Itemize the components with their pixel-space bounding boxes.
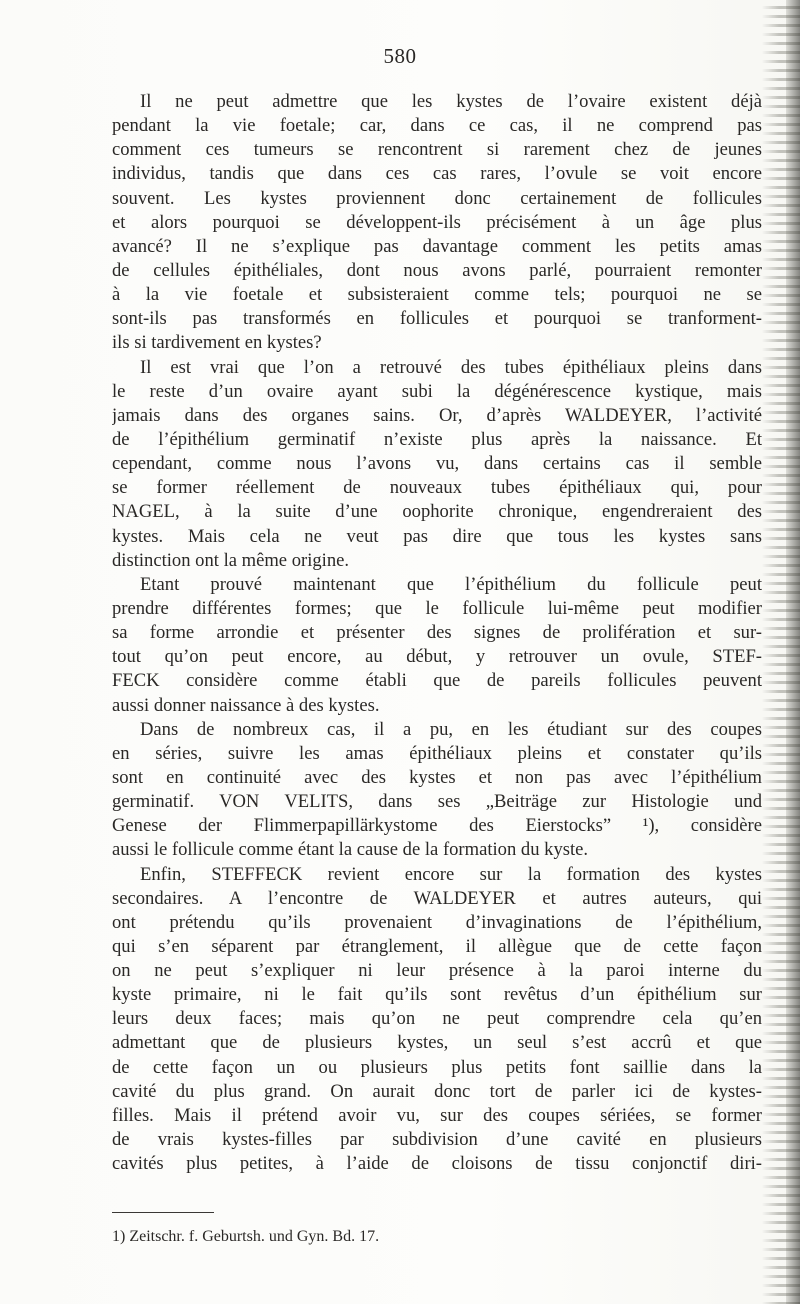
text-line: sont en continuité avec des kystes et non pas avec l’épithélium bbox=[112, 766, 762, 788]
text-line: sont-ils pas transformés en follicules et pourquoi se tranforment- bbox=[112, 308, 762, 330]
text-line: le reste d’un ovaire ayant subi la dégénérescence kystique, mais bbox=[112, 380, 762, 402]
footnote-rule bbox=[112, 1212, 214, 1213]
body-text bbox=[112, 90, 762, 1176]
text-line: distinction ont la même origine. bbox=[112, 549, 350, 571]
text-line: filles. Mais il prétend avoir vu, sur des coupes sériées, se former bbox=[112, 1104, 762, 1126]
text-line: admettant que de plusieurs kystes, un seul s’est accrû et que bbox=[112, 1032, 762, 1054]
text-line: tout qu’on peut encore, au début, y retrouver un ovule, STEF- bbox=[112, 646, 762, 668]
text-line: secondaires. A l’encontre de WALDEYER et autres auteurs, qui bbox=[112, 887, 762, 909]
text-line: kyste primaire, ni le fait qu’ils sont revêtus d’un épithélium sur bbox=[112, 984, 762, 1006]
text-line: individus, tandis que dans ces cas rares, l’ovule se voit encore bbox=[112, 163, 762, 185]
text-line: de l’épithélium germinatif n’existe plus après la naissance. Et bbox=[112, 428, 762, 450]
text-line: en séries, suivre les amas épithéliaux pleins et constater qu’ils bbox=[112, 742, 762, 764]
text-line: jamais dans des organes sains. Or, d’après WALDEYER, l’activité bbox=[112, 404, 762, 426]
page-edge-binding bbox=[786, 0, 800, 1304]
text-line: leurs deux faces; mais qu’on ne peut comprendre cela qu’en bbox=[112, 1008, 762, 1030]
text-line: aussi donner naissance à des kystes. bbox=[112, 694, 380, 716]
text-line: Enfin, STEFFECK revient encore sur la formation des kystes bbox=[140, 863, 762, 885]
text-line: de cellules épithéliales, dont nous avons parlé, pourraient remonter bbox=[112, 259, 762, 281]
text-line: cependant, comme nous l’avons vu, dans certains cas il semble bbox=[112, 453, 762, 475]
text-line: avancé? Il ne s’explique pas davantage comment les petits amas bbox=[112, 235, 762, 257]
text-line: FECK considère comme établi que de pareils follicules peuvent bbox=[112, 670, 762, 692]
text-line: ils si tardivement en kystes? bbox=[112, 332, 322, 354]
text-line: aussi le follicule comme étant la cause de la formation du kyste. bbox=[112, 839, 589, 861]
text-line: sa forme arrondie et présenter des signes de prolifération et sur- bbox=[112, 622, 762, 644]
text-line: on ne peut s’expliquer ni leur présence à la paroi interne du bbox=[112, 960, 762, 982]
text-line: ont prétendu qu’ils provenaient d’invaginations de l’épithélium, bbox=[112, 911, 762, 933]
text-line: Dans de nombreux cas, il a pu, en les étudiant sur des coupes bbox=[140, 718, 762, 740]
text-line: prendre différentes formes; que le follicule lui-même peut modifier bbox=[112, 597, 762, 619]
text-line: se former réellement de nouveaux tubes épithéliaux qui, pour bbox=[112, 477, 762, 499]
text-line: cavités plus petites, à l’aide de cloisons de tissu conjonctif diri- bbox=[112, 1153, 762, 1175]
text-line: comment ces tumeurs se rencontrent si rarement chez de jeunes bbox=[112, 139, 762, 161]
text-line: germinatif. VON VELITS, dans ses „Beiträge zur Histologie und bbox=[112, 791, 762, 813]
text-line: de cette façon un ou plusieurs plus petits font saillie dans la bbox=[112, 1056, 762, 1078]
text-line: Genese der Flimmerpapillärkystome des Eierstocks” ¹), considère bbox=[112, 815, 762, 837]
text-line: cavité du plus grand. On aurait donc tort de parler ici de kystes- bbox=[112, 1080, 762, 1102]
text-line: NAGEL, à la suite d’une oophorite chronique, engendreraient des bbox=[112, 501, 762, 523]
text-line: Il ne peut admettre que les kystes de l’ovaire existent déjà bbox=[140, 91, 762, 112]
text-line: à la vie foetale et subsisteraient comme tels; pourquoi ne se bbox=[112, 284, 762, 306]
text-line: pendant la vie foetale; car, dans ce cas, il ne comprend pas bbox=[112, 115, 762, 137]
footnote: 1) Zeitschr. f. Geburtsh. und Gyn. Bd. 17. bbox=[112, 1228, 380, 1245]
text-line: qui s’en séparent par étranglement, il allègue que de cette façon bbox=[112, 935, 762, 957]
text-line: kystes. Mais cela ne veut pas dire que tous les kystes sans bbox=[112, 525, 762, 547]
text-line: et alors pourquoi se développent-ils précisément à un âge plus bbox=[112, 211, 762, 233]
text-line: souvent. Les kystes proviennent donc certainement de follicules bbox=[112, 187, 762, 209]
page-number: 580 bbox=[383, 44, 417, 68]
text-line: de vrais kystes-filles par subdivision d’une cavité en plusieurs bbox=[112, 1129, 762, 1151]
text-line: Il est vrai que l’on a retrouvé des tubes épithéliaux pleins dans bbox=[140, 356, 762, 378]
text-line: Etant prouvé maintenant que l’épithélium du follicule peut bbox=[140, 573, 762, 595]
